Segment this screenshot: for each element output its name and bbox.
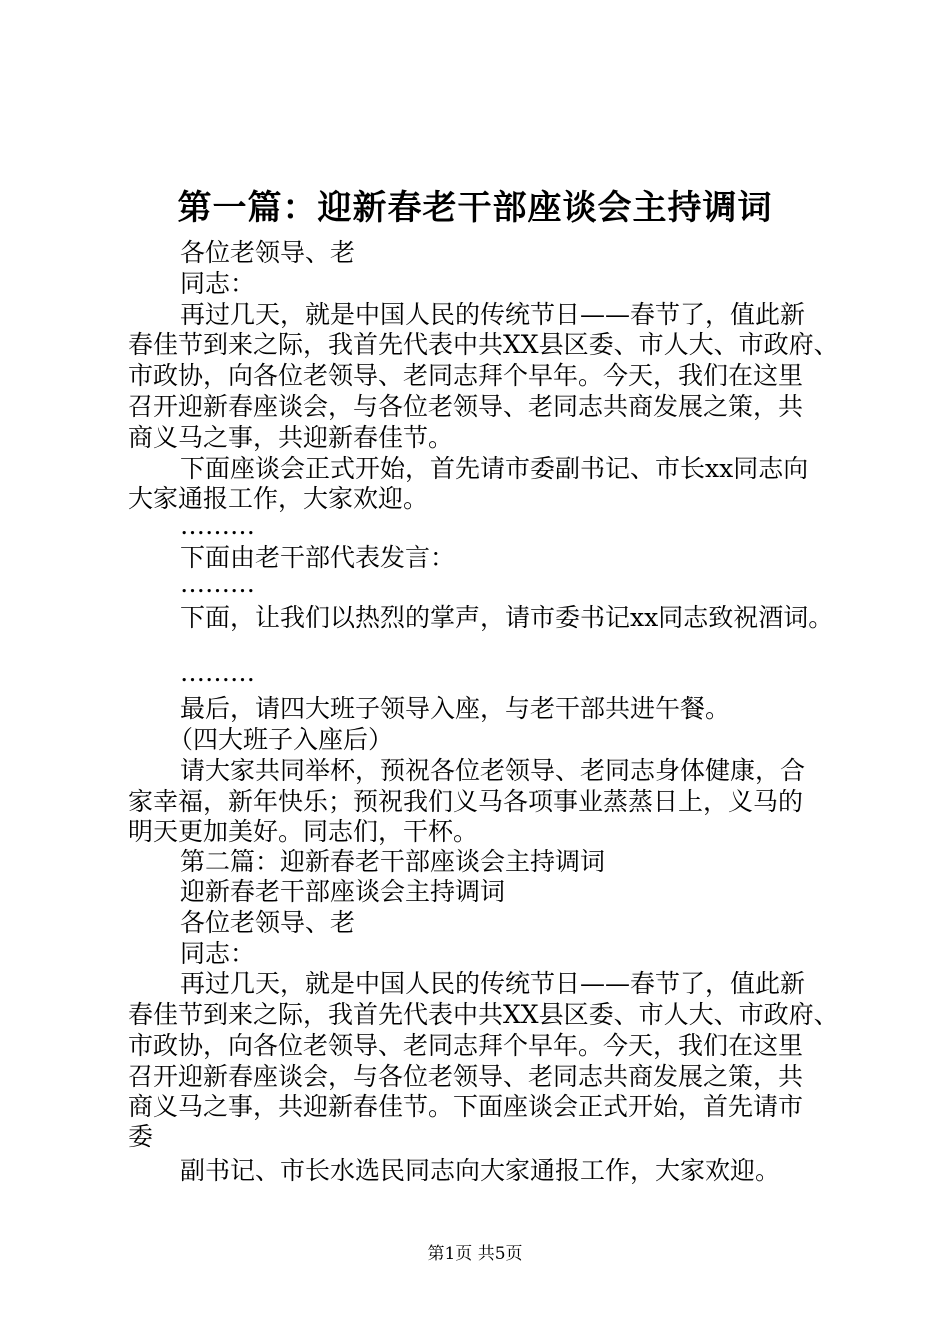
- text-line: 市政协，向各位老领导、老同志拜个早年。今天，我们在这里: [128, 361, 804, 390]
- text-line: 请大家共同举杯，预祝各位老领导、老同志身体健康，合: [180, 756, 806, 785]
- text-line: 市政协，向各位老领导、老同志拜个早年。今天，我们在这里: [128, 1031, 804, 1060]
- text-line: 召开迎新春座谈会，与各位老领导、老同志共商发展之策，共: [128, 1062, 804, 1091]
- text-line: 同志：: [180, 939, 256, 968]
- text-line: 委: [128, 1122, 154, 1151]
- page-title: 第一篇：迎新春老干部座谈会主持调词: [177, 188, 773, 228]
- text-line: 最后，请四大班子领导入座，与老干部共进午餐。: [180, 694, 731, 723]
- text-line: 下面由老干部代表发言：: [180, 543, 456, 572]
- text-line: 再过几天，就是中国人民的传统节日——春节了，值此新: [180, 300, 806, 329]
- text-line: 同志：: [180, 269, 256, 298]
- section-heading: 第二篇：迎新春老干部座谈会主持调词: [180, 847, 606, 876]
- text-line: 商义马之事，共迎新春佳节。下面座谈会正式开始，首先请市: [128, 1092, 804, 1121]
- text-line: 大家通报工作，大家欢迎。: [128, 484, 429, 513]
- text-line: 下面座谈会正式开始，首先请市委副书记、市长xx同志向: [180, 454, 809, 483]
- text-line: 春佳节到来之际，我首先代表中共XX县区委、市人大、市政府、: [128, 1000, 839, 1029]
- text-line: 下面，让我们以热烈的掌声，请市委书记xx同志致祝酒词。: [180, 603, 834, 632]
- text-line: 家幸福，新年快乐；预祝我们义马各项事业蒸蒸日上，义马的: [128, 787, 804, 816]
- text-line: 春佳节到来之际，我首先代表中共XX县区委、市人大、市政府、: [128, 330, 839, 359]
- text-line: 召开迎新春座谈会，与各位老领导、老同志共商发展之策，共: [128, 392, 804, 421]
- ellipsis-line: ………: [180, 658, 255, 687]
- text-line: 明天更加美好。同志们，干杯。: [128, 817, 479, 846]
- text-line: 副书记、市长水选民同志向大家通报工作，大家欢迎。: [180, 1156, 781, 1185]
- text-line: （四大班子入座后）: [168, 725, 394, 754]
- text-line: 商义马之事，共迎新春佳节。: [128, 423, 454, 452]
- text-line: 各位老领导、老: [180, 238, 356, 267]
- ellipsis-line: ………: [180, 569, 255, 598]
- text-line: 再过几天，就是中国人民的传统节日——春节了，值此新: [180, 969, 806, 998]
- page-footer: 第1页 共5页: [427, 1244, 523, 1264]
- ellipsis-line: ………: [180, 511, 255, 540]
- text-line: 迎新春老干部座谈会主持调词: [180, 877, 506, 906]
- text-line: 各位老领导、老: [180, 908, 356, 937]
